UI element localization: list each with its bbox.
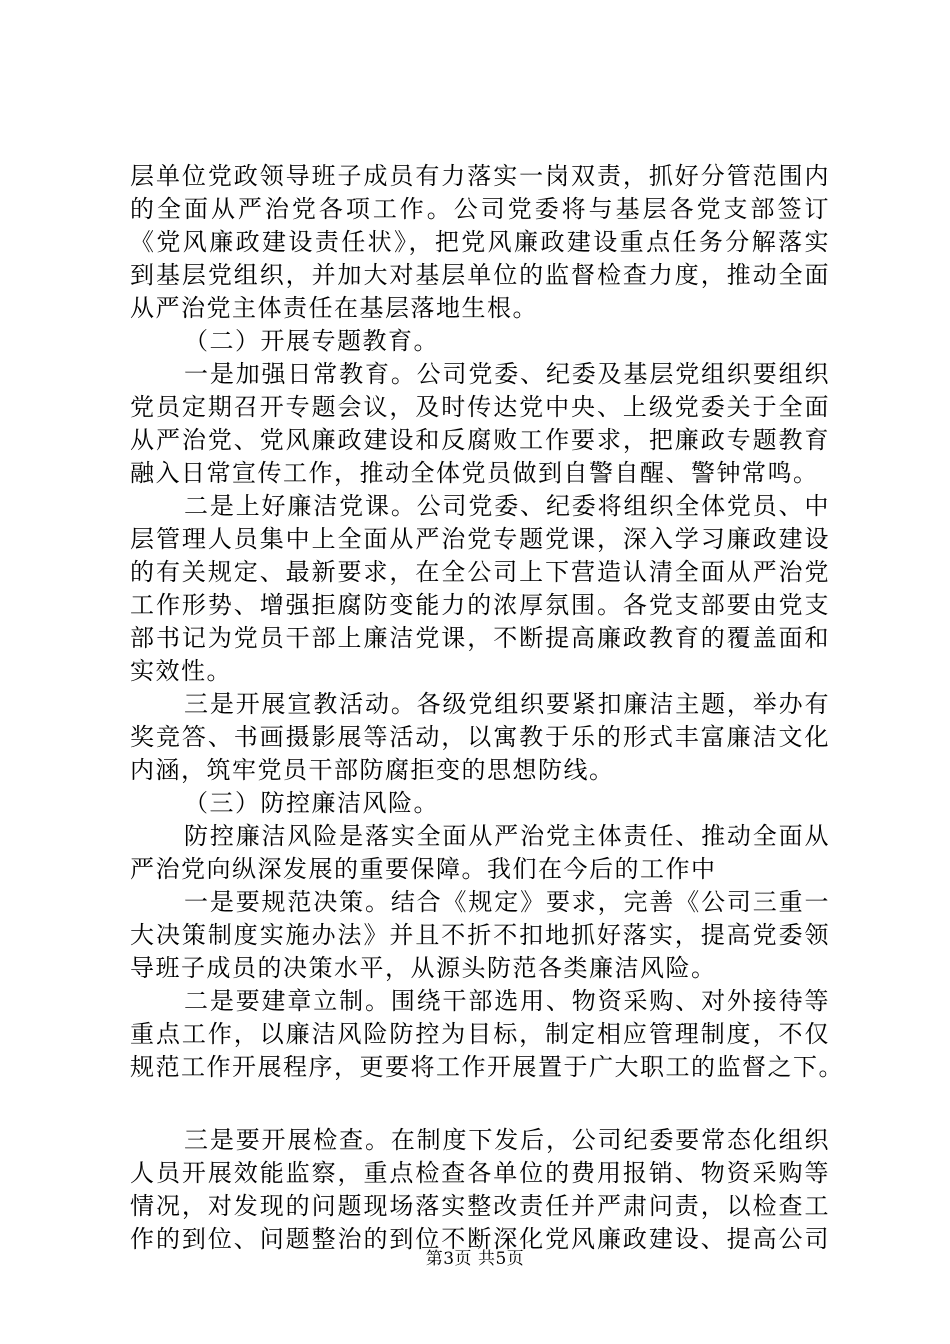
paragraph-start-line: 防控廉洁风险是落实全面从严治党主体责任、推动全面从: [184, 822, 830, 850]
section-heading: （三）防控廉洁风险。: [184, 789, 439, 817]
paragraph-start-line: 二是上好廉洁党课。公司党委、纪委将组织全体党员、中: [184, 492, 830, 520]
text-line: 的全面从严治党各项工作。公司党委将与基层各党支部签订: [130, 195, 830, 223]
paragraph-gap: [130, 1084, 830, 1124]
text-line: 大决策制度实施办法》并且不折不扣地抓好落实，提高党委领: [130, 921, 830, 949]
text-line: 从严治党主体责任在基层落地生根。: [130, 294, 538, 322]
page-number-footer: 第3页 共5页: [425, 1249, 525, 1269]
paragraph-start-line: 二是要建章立制。围绕干部选用、物资采购、对外接待等: [184, 987, 830, 1015]
text-line: 严治党向纵深发展的重要保障。我们在今后的工作中: [130, 855, 717, 883]
text-line: 实效性。: [130, 657, 232, 685]
text-line: 层管理人员集中上全面从严治党专题党课，深入学习廉政建设: [130, 525, 830, 553]
text-line: 从严治党、党风廉政建设和反腐败工作要求，把廉政专题教育: [130, 426, 830, 454]
text-line: 到基层党组织，并加大对基层单位的监督检查力度，推动全面: [130, 261, 830, 289]
text-line: 内涵，筑牢党员干部防腐拒变的思想防线。: [130, 756, 615, 784]
text-line: 规范工作开展程序，更要将工作开展置于广大职工的监督之下。: [130, 1053, 844, 1081]
paragraph-start-line: 一是加强日常教育。公司党委、纪委及基层党组织要组织: [184, 360, 830, 388]
text-line: 重点工作，以廉洁风险防控为目标，制定相应管理制度，不仅: [130, 1020, 830, 1048]
text-line: 导班子成员的决策水平，从源头防范各类廉洁风险。: [130, 954, 717, 982]
document-body: [130, 160, 844, 1256]
text-line: 《党风廉政建设责任状》，把党风廉政建设重点任务分解落实: [130, 228, 830, 256]
text-line: 工作形势、增强拒腐防变能力的浓厚氛围。各党支部要由党支: [130, 591, 830, 619]
text-line: 作的到位、问题整治的到位不断深化党风廉政建设、提高公司: [130, 1225, 830, 1253]
paragraph-start-line: 三是开展宣教活动。各级党组织要紧扣廉洁主题，举办有: [184, 690, 830, 718]
text-line: 奖竞答、书画摄影展等活动，以寓教于乐的形式丰富廉洁文化: [130, 723, 830, 751]
text-line: 情况，对发现的问题现场落实整改责任并严肃问责，以检查工: [130, 1192, 830, 1220]
text-line: 党员定期召开专题会议，及时传达党中央、上级党委关于全面: [130, 393, 830, 421]
paragraph-start-line: 一是要规范决策。结合《规定》要求，完善《公司三重一: [184, 888, 830, 916]
text-line: 人员开展效能监察，重点检查各单位的费用报销、物资采购等: [130, 1159, 830, 1187]
text-line: 融入日常宣传工作，推动全体党员做到自警自醒、警钟常鸣。: [130, 459, 819, 487]
text-line: 的有关规定、最新要求，在全公司上下营造认清全面从严治党: [130, 558, 830, 586]
paragraph-start-line: 三是要开展检查。在制度下发后，公司纪委要常态化组织: [184, 1126, 830, 1154]
text-line: 部书记为党员干部上廉洁党课，不断提高廉政教育的覆盖面和: [130, 624, 830, 652]
section-heading: （二）开展专题教育。: [184, 327, 439, 355]
text-line: 层单位党政领导班子成员有力落实一岗双责，抓好分管范围内: [130, 162, 830, 190]
